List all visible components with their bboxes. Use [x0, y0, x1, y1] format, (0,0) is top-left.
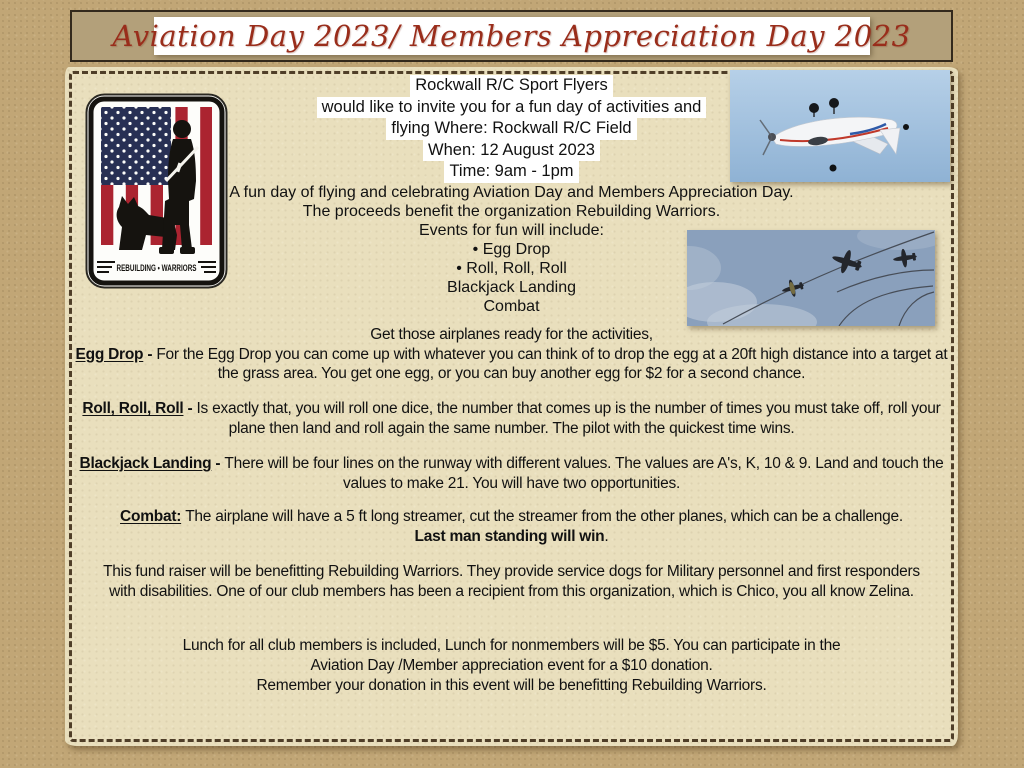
section-paragraph: [76, 454, 948, 493]
invite-line: [65, 161, 958, 183]
event-list-item: Combat: [483, 298, 540, 315]
blackjack-section: [65, 454, 958, 493]
invite-line: [65, 97, 958, 119]
section-text: There will be four lines on the runway with different values. The values are A's, K, 10 & 9. Land and touch the values to make 21. You will have two opportunities.: [224, 455, 944, 492]
combat-bold-suffix: .: [604, 527, 609, 545]
combat-bold-text: Last man standing will win: [414, 527, 605, 545]
logo-banner-text: REBUILDING • WARRIORS: [116, 263, 197, 273]
section-separator: -: [183, 400, 197, 417]
fundraiser-section: [65, 562, 958, 602]
intro-line: A fun day of flying and celebrating Aviation Day and Members Appreciation Day.: [229, 184, 794, 201]
section-heading: Blackjack Landing: [79, 455, 212, 472]
fundraiser-paragraph: This fund raiser will be benefitting Rebuilding Warriors. They provide service dogs for Military personnel and first responders with disabilities. One of our club members has been a recipient from this organization, which is Chico, you all know Zelina.: [103, 563, 920, 600]
lunch-line: Aviation Day /Member appreciation event for a $10 donation.: [310, 657, 713, 674]
invite-line-text: Rockwall R/C Sport Flyers: [410, 75, 613, 97]
section-text: The airplane will have a 5 ft long streamer, cut the streamer from the other planes, which can be a challenge.: [185, 508, 903, 525]
event-list-item: Blackjack Landing: [447, 279, 576, 296]
section-heading: Combat:: [120, 508, 182, 525]
event-list-item: • Roll, Roll, Roll: [456, 260, 567, 277]
section-heading: Egg Drop: [75, 345, 144, 363]
section-paragraph: [76, 345, 948, 384]
invite-line: [65, 118, 958, 140]
lunch-line: Lunch for all club members is included, Lunch for nonmembers will be $5. You can participate in the: [182, 637, 841, 654]
invite-line-text: Time: 9am - 1pm: [444, 161, 578, 183]
section-heading: Roll, Roll, Roll: [82, 400, 184, 417]
invite-block: [65, 75, 958, 183]
combat-bold-line: [65, 527, 958, 547]
title-banner: [70, 10, 953, 62]
invite-line-text: When: 12 August 2023: [423, 140, 600, 162]
lunch-line: Remember your donation in this event will be benefitting Rebuilding Warriors.: [256, 677, 767, 694]
page-title: Aviation Day 2023/ Members Appreciation Day 2023: [112, 19, 911, 53]
invite-line: [65, 140, 958, 162]
invite-line: [65, 75, 958, 97]
section-paragraph: [76, 399, 948, 438]
section-separator: -: [143, 345, 157, 363]
flyer-paper: [65, 67, 958, 746]
event-list-item: • Egg Drop: [472, 241, 551, 258]
section-separator: -: [211, 455, 225, 472]
section-paragraph: [76, 507, 948, 527]
section-text: For the Egg Drop you can come up with whatever you can think of to drop the egg at a 20ft high distance into a target at the grass area. You get one egg, or you can buy another egg for $2 for a second chance.: [156, 345, 948, 382]
intro-line: Events for fun will include:: [419, 222, 604, 239]
roll-section: [65, 399, 958, 438]
invite-line-text: flying Where: Rockwall R/C Field: [386, 118, 636, 140]
activities-intro-line: Get those airplanes ready for the activities,: [370, 326, 653, 343]
egg-drop-section: [65, 325, 958, 384]
invite-line-text: would like to invite you for a fun day of activities and: [317, 97, 707, 119]
intro-line: The proceeds benefit the organization Rebuilding Warriors.: [302, 203, 721, 220]
combat-section: [65, 507, 958, 546]
intro-block: [65, 183, 958, 316]
lunch-block: [65, 636, 958, 696]
section-text: Is exactly that, you will roll one dice, the number that comes up is the number of times you must take off, roll your plane then land and roll again the same number. The pilot with the quickest time wins.: [196, 400, 941, 437]
